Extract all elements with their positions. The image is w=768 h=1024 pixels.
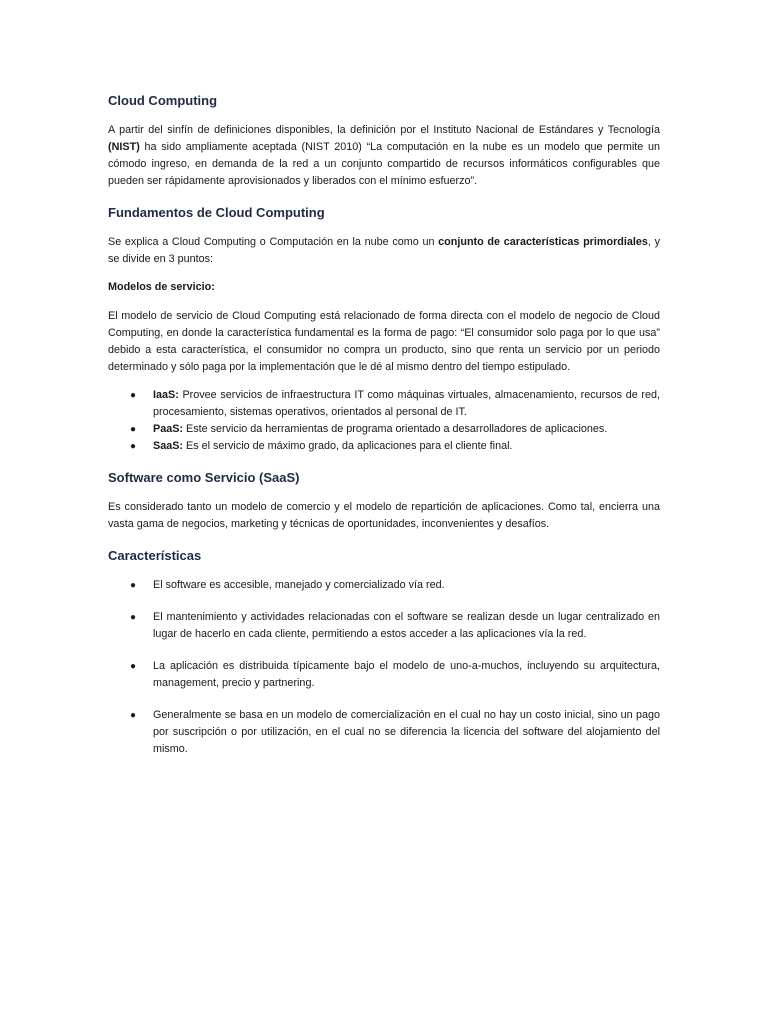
paragraph-modelo-servicio: El modelo de servicio de Cloud Computing está relacionado de forma directa con el modelo de negocio de Cloud Computing, en donde la característica fundamental es la forma de pago: “El consumidor solo paga por lo que usa” debido a esta característica, el consumidor no compra un producto, sino que renta un servicio por un periodo determinado y sólo paga por la implementación que le dé al mismo dentro del tiempo estipulado. xyxy=(108,310,660,373)
text-saas: Es el servicio de máximo grado, da aplicaciones para el cliente final. xyxy=(183,440,513,452)
list-item-saas xyxy=(108,438,660,455)
service-models-list xyxy=(108,387,660,455)
label-paas: PaaS: xyxy=(153,423,184,435)
paragraph-fundamentos xyxy=(108,234,660,268)
list-item xyxy=(108,609,660,643)
text-span: Se explica a Cloud Computing o Computación en la nube como un xyxy=(108,236,439,248)
bullet-icon: ● xyxy=(130,580,137,591)
list-item-text: El software es accesible, manejado y comercializado vía red. xyxy=(153,579,445,591)
list-item xyxy=(108,707,660,758)
list-item-text: El mantenimiento y actividades relacionadas con el software se realizan desde un lugar centralizado en lugar de hacerlo en cada cliente, permitiendo a estos acceder a las aplicaciones vía la red. xyxy=(153,611,660,640)
list-item-text: La aplicación es distribuida típicamente bajo el modelo de uno-a-muchos, incluyendo su arquitectura, management, precio y partnering. xyxy=(153,660,660,689)
list-item xyxy=(108,658,660,692)
bullet-icon: ● xyxy=(130,612,137,623)
bold-nist: (NIST) xyxy=(108,141,140,153)
paragraph-nist-definition xyxy=(108,122,660,190)
heading-fundamentos: Fundamentos de Cloud Computing xyxy=(108,205,325,220)
subheading-modelos: Modelos de servicio: xyxy=(108,281,215,293)
bullet-icon: ● xyxy=(130,424,137,435)
heading-caracteristicas: Características xyxy=(108,548,202,563)
text-span: A partir del sinfín de definiciones disponibles, la definición por el Instituto Nacional de Estándares y Tecnología xyxy=(108,124,660,136)
heading-cloud-computing: Cloud Computing xyxy=(108,93,218,108)
list-item-text: Generalmente se basa en un modelo de comercialización en el cual no hay un costo inicial, sino un pago por suscripción o por utilización, en el cual no se diferencia la licencia del software del alojamiento del mismo. xyxy=(153,709,660,755)
characteristics-list xyxy=(108,577,660,758)
list-item xyxy=(108,577,660,594)
list-item-paas xyxy=(108,421,660,438)
bullet-icon: ● xyxy=(130,710,137,721)
text-span: , y se divide en 3 puntos: xyxy=(108,236,660,265)
bullet-icon: ● xyxy=(130,661,137,672)
heading-saas: Software como Servicio (SaaS) xyxy=(108,470,300,485)
text-span: ha sido ampliamente aceptada (NIST 2010) “La computación en la nube es un modelo que permite un cómodo ingreso, en demanda de la red a un conjunto compartido de recursos informáticos configurables que pueden ser rápidamente aprovisionados y liberados con el mínimo esfuerzo”. xyxy=(108,141,660,187)
text-iaas: Provee servicios de infraestructura IT como máquinas virtuales, almacenamiento, recursos de red, procesamiento, sistemas operativos, orientados al personal de IT. xyxy=(153,389,660,418)
text-paas: Este servicio da herramientas de programa orientado a desarrolladores de aplicaciones. xyxy=(183,423,608,435)
list-item-iaas xyxy=(108,387,660,421)
paragraph-saas: Es considerado tanto un modelo de comercio y el modelo de repartición de aplicaciones. Como tal, encierra una vasta gama de negocios, marketing y técnicas de oportunidades, inconvenientes y desafíos. xyxy=(108,501,660,530)
bullet-icon: ● xyxy=(130,390,137,401)
label-iaas: IaaS: xyxy=(153,389,179,401)
label-saas: SaaS: xyxy=(153,440,184,452)
bullet-icon: ● xyxy=(130,441,137,452)
bold-caracteristicas: conjunto de características primordiales xyxy=(438,236,648,248)
